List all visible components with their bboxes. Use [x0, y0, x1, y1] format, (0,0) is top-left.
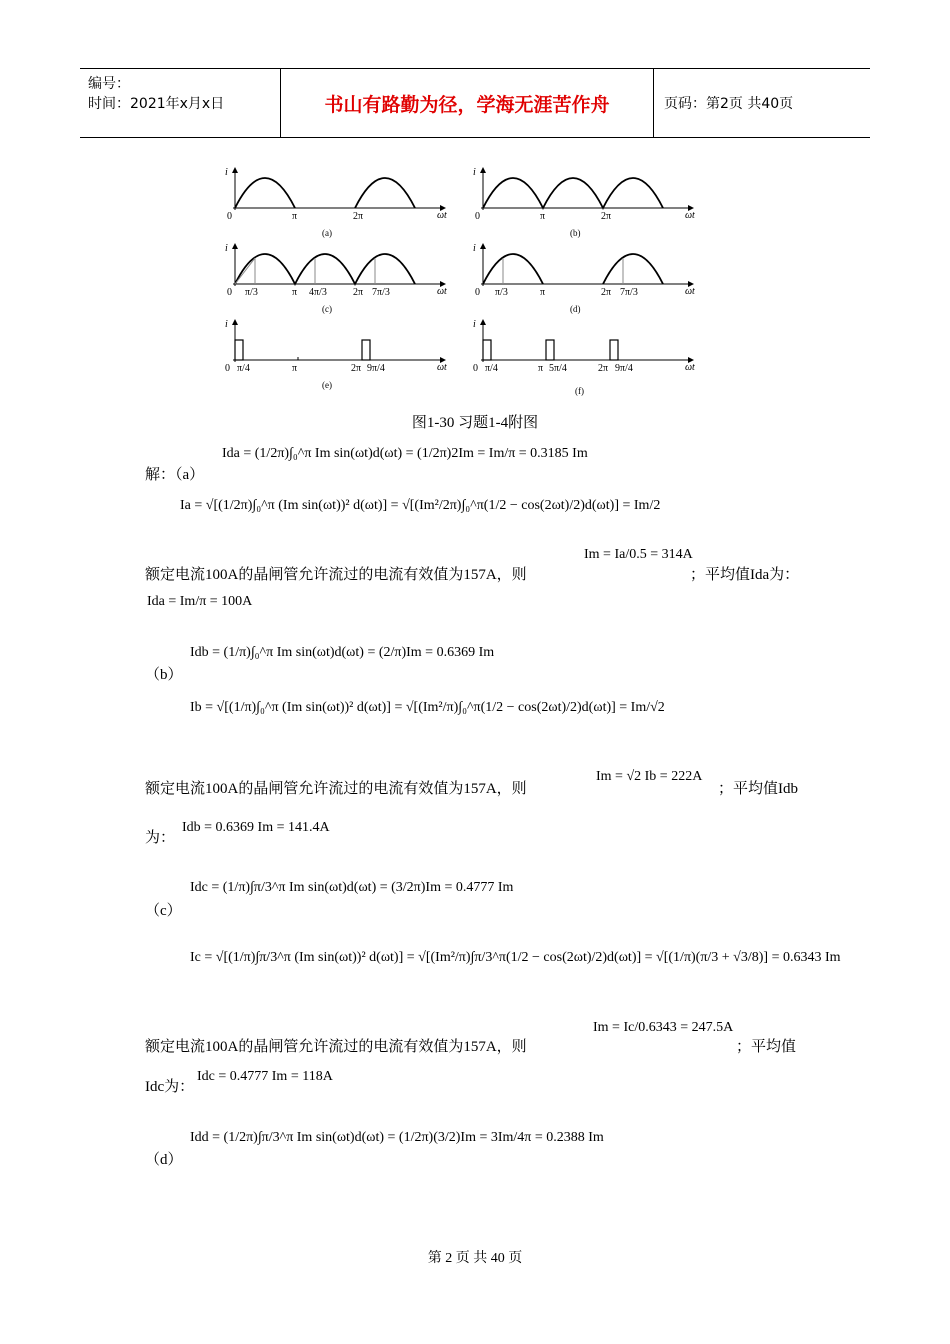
equation-ia: Ia = √[(1/2π)∫₀^π (Im sin(ωt))² d(ωt)] = √[(Im²/2π)∫₀^π(1/2 − cos(2ωt)/2)d(ωt)] = Im/2 [180, 498, 661, 513]
tick-label: 2π [353, 287, 364, 298]
axis-i-label: i [225, 167, 228, 178]
panel-b [473, 167, 695, 238]
panel-a [225, 167, 447, 238]
header-meta [80, 69, 281, 137]
panel-label: (f) [575, 386, 584, 396]
tick-label: 0 [227, 287, 232, 298]
tick-label: π [540, 287, 546, 298]
axis-wt-label: ωt [685, 286, 695, 297]
tick-label: π [540, 211, 546, 222]
tick-label: 0 [475, 211, 480, 222]
panel-label: (a) [322, 228, 332, 238]
panel-d [473, 243, 695, 314]
tick-label: 0 [473, 363, 478, 374]
paragraph-b1: 额定电流100A的晶闸管允许流过的电流有效值为157A，则 [145, 781, 527, 797]
axis-wt-label: ωt [685, 210, 695, 221]
tick-label: 9π/4 [615, 363, 633, 374]
paragraph-b2: 为： [145, 830, 176, 846]
panel-label: (d) [570, 304, 581, 314]
paragraph-a1: 额定电流100A的晶闸管允许流过的电流有效值为157A，则 [145, 567, 527, 583]
header-motto: 书山有路勤为径，学海无涯苦作舟 [281, 69, 654, 137]
label-b: （b） [145, 667, 183, 683]
tick-label: 2π [598, 363, 609, 374]
axis-i-label: i [473, 167, 476, 178]
paragraph-c1: 额定电流100A的晶闸管允许流过的电流有效值为157A，则 [145, 1039, 527, 1055]
panel-f [473, 319, 695, 396]
equation-ib: Ib = √[(1/π)∫₀^π (Im sin(ωt))² d(ωt)] = √[(Im²/π)∫₀^π(1/2 − cos(2ωt)/2)d(ωt)] = Im/√2 [190, 700, 665, 715]
equation-im-a: Im = Ia/0.5 = 314A [584, 547, 693, 562]
axis-i-label: i [473, 319, 476, 330]
tick-label: π [538, 363, 544, 374]
equation-idb-value: Idb = 0.6369 Im = 141.4A [182, 820, 330, 835]
axis-i-label: i [225, 319, 228, 330]
axis-wt-label: ωt [437, 362, 447, 373]
equation-ida-value: Ida = Im/π = 100A [147, 594, 253, 609]
tick-label: 4π/3 [309, 287, 327, 298]
tick-label: π [292, 363, 298, 374]
tick-label: 7π/3 [372, 287, 390, 298]
axis-i-label: i [473, 243, 476, 254]
tick-label: 2π [351, 363, 362, 374]
tick-label: 5π/4 [549, 363, 567, 374]
tick-label: 0 [225, 363, 230, 374]
page-footer: 第 2 页 共 40 页 [427, 1251, 523, 1266]
axis-wt-label: ωt [437, 286, 447, 297]
equation-idc-value: Idc = 0.4777 Im = 118A [197, 1069, 333, 1084]
equation-idc: Idc = (1/π)∫π/3^π Im sin(ωt)d(ωt) = (3/2π)Im = 0.4777 Im [190, 880, 514, 895]
equation-ida: Ida = (1/2π)∫₀^π Im sin(ωt)d(ωt) = (1/2π)2Im = Im/π = 0.3185 Im [222, 446, 588, 461]
tick-label: π/4 [237, 363, 250, 374]
label-c: （c） [145, 903, 182, 919]
tick-label: π [292, 287, 298, 298]
equation-idd: Idd = (1/2π)∫π/3^π Im sin(ωt)d(ωt) = (1/2π)(3/2)Im = 3Im/4π = 0.2388 Im [190, 1130, 604, 1145]
axis-i-label: i [225, 243, 228, 254]
tick-label: 2π [601, 211, 612, 222]
tick-label: π/4 [485, 363, 498, 374]
paragraph-a1-tail: ；平均值Ida为： [690, 567, 800, 583]
panel-label: (e) [322, 380, 332, 390]
doc-number: 编号： [88, 76, 130, 92]
doc-time: 时间：2021年x月x日 [88, 96, 225, 112]
tick-label: 2π [353, 211, 364, 222]
solution-intro: 解：（a） [145, 467, 205, 483]
equation-ic: Ic = √[(1/π)∫π/3^π (Im sin(ωt))² d(ωt)] = √[(Im²/π)∫π/3^π(1/2 − cos(2ωt)/2)d(ωt)] = √[(1/π)(π/3 + √3/8)] = 0.6343 Im [190, 950, 841, 965]
paragraph-c1-tail: ；平均值 [736, 1039, 797, 1055]
equation-idb: Idb = (1/π)∫₀^π Im sin(ωt)d(ωt) = (2/π)Im = 0.6369 Im [190, 645, 495, 660]
tick-label: 2π [601, 287, 612, 298]
tick-label: 0 [475, 287, 480, 298]
panel-label: (b) [570, 228, 581, 238]
tick-label: 7π/3 [620, 287, 638, 298]
axis-wt-label: ωt [685, 362, 695, 373]
equation-im-c: Im = Ic/0.6343 = 247.5A [593, 1020, 734, 1035]
page-header [80, 68, 870, 138]
tick-label: π [292, 211, 298, 222]
axis-wt-label: ωt [437, 210, 447, 221]
panel-label: (c) [322, 304, 332, 314]
panel-c [225, 243, 447, 314]
header-page-info: 页码：第2页 共40页 [664, 96, 794, 112]
tick-label: π/3 [245, 287, 258, 298]
figure-caption: 图1-30 习题1-4附图 [411, 415, 539, 431]
equation-im-b: Im = √2 Ib = 222A [596, 769, 703, 784]
waveform-figure [215, 160, 705, 405]
tick-label: π/3 [495, 287, 508, 298]
tick-label: 9π/4 [367, 363, 385, 374]
paragraph-b1-tail: ；平均值Idb [718, 781, 798, 797]
paragraph-c2: Idc为： [145, 1079, 195, 1095]
tick-label: 0 [227, 211, 232, 222]
label-d: （d） [145, 1152, 183, 1168]
panel-e [225, 319, 447, 390]
